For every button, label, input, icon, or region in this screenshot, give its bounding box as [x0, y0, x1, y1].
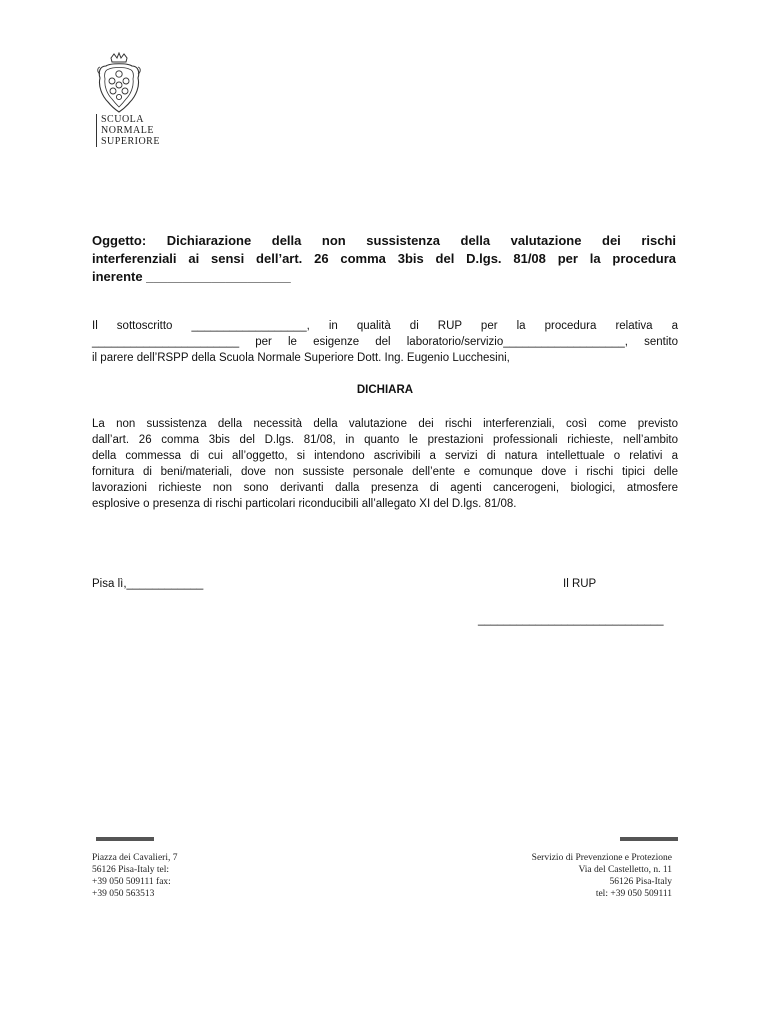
- logo-wordmark: [96, 114, 160, 147]
- intro-line-1: Il sottoscritto __________________, in qualità di RUP per la procedura relativa a: [92, 320, 678, 332]
- body-line-5: lavorazioni richieste non sono derivanti dalla presenza di agenti cancerogeni, biologici, atmosfere: [92, 482, 678, 494]
- subject-heading: [92, 232, 676, 286]
- footer-address-left: [92, 852, 177, 900]
- signature-line: _____________________________: [478, 614, 664, 626]
- body-line-3: della commessa di cui all’oggetto, si intendono ascrivibili a servizi di natura intellettuale o relativi a: [92, 450, 678, 462]
- subject-line-2: interferenziali ai sensi dell’art. 26 comma 3bis del D.lgs. 81/08 per la procedura: [92, 251, 676, 266]
- body-line-6: esplosive o presenza di rischi particolari riconducibili all’allegato XI del D.lgs. 81/08.: [92, 498, 517, 510]
- footer-left-line-3: +39 050 509111 fax:: [92, 877, 171, 887]
- subject-line-1: Oggetto: Dichiarazione della non sussistenza della valutazione dei rischi: [92, 233, 676, 248]
- body-line-1: La non sussistenza della necessità della valutazione dei rischi interferenziali, così come previsto: [92, 418, 678, 430]
- intro-line-2: _______________________ per le esigenze del laboratorio/servizio___________________, sentito: [92, 336, 678, 348]
- footer-divider-left: [96, 837, 154, 841]
- signer-role: Il RUP: [563, 578, 597, 590]
- logo-line-1: SCUOLA: [101, 114, 145, 125]
- footer-divider-right: [620, 837, 678, 841]
- footer-left-line-1: Piazza dei Cavalieri, 7: [92, 853, 178, 863]
- logo-line-2: NORMALE: [101, 125, 154, 136]
- body-line-2: dall’art. 26 comma 3bis del D.lgs. 81/08, in quanto le prestazioni professionali richieste, nell’ambito: [92, 434, 678, 446]
- footer-left-line-4: +39 050 563513: [92, 889, 155, 899]
- footer-right-line-2: Via del Castelletto, n. 11: [578, 865, 672, 875]
- footer-right-line-1: Servizio di Prevenzione e Protezione: [531, 853, 672, 863]
- footer-right-line-4: tel: +39 050 509111: [595, 889, 672, 899]
- footer-right-line-3: 56126 Pisa-Italy: [609, 877, 672, 887]
- school-logo: [94, 52, 174, 152]
- place-date: Pisa lì,____________: [92, 578, 204, 590]
- crest-icon: [96, 52, 142, 114]
- intro-line-3: il parere dell’RSPP della Scuola Normale Superiore Dott. Ing. Eugenio Lucchesini,: [92, 352, 510, 364]
- declaration-heading: DICHIARA: [356, 384, 414, 396]
- body-line-4: fornitura di beni/materiali, dove non sussiste personale dell’ente e comunque dove i rischi tipici delle: [92, 466, 678, 478]
- footer-left-line-2: 56126 Pisa-Italy tel:: [92, 865, 170, 875]
- subject-line-3: inerente ____________________: [92, 269, 291, 284]
- footer-address-right: [480, 852, 672, 900]
- logo-line-3: SUPERIORE: [101, 136, 160, 147]
- declaration-paragraph: [92, 416, 678, 512]
- intro-paragraph: [92, 318, 678, 366]
